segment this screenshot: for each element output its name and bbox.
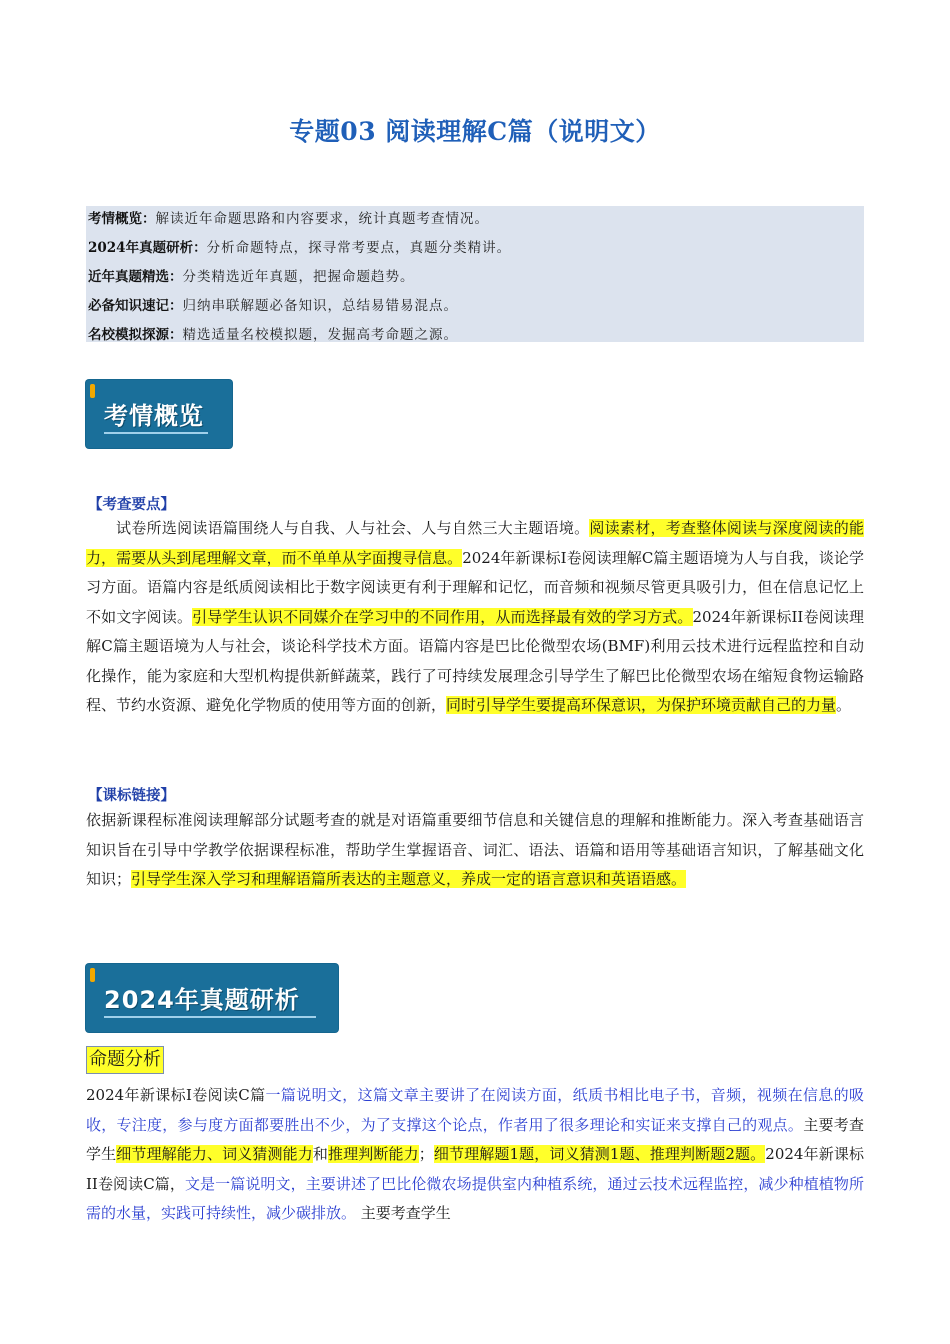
highlight: 细节理解题1题，词义猜测1题、推理判断题2题。: [433, 1145, 766, 1163]
analysis-paragraph: [86, 1081, 864, 1229]
overview-value: 解读近年命题思路和内容要求，统计真题考查情况。: [155, 211, 489, 227]
text: 2024年新课标I卷阅读理解C篇主题语境为人与自我，谈论学习方面。语篇内容是纸质阅读相比于数字阅读更有利于理解和记忆，而音频和视频尽管更具吸引力，但在信息记忆上不如文字阅读。: [86, 548, 864, 626]
highlight: 推理判断能力: [327, 1145, 419, 1163]
overview-value: 分类精选近年真题，把握命题趋势。: [182, 269, 415, 285]
banner-label: 考情概览: [104, 402, 204, 430]
highlight: 细节理解能力、词义猜测能力: [116, 1145, 313, 1163]
text: 依据新课程标准阅读理解部分试题考查的就是对语篇重要细节信息和关键信息的理解和推断能力。深入考查基础语言知识旨在引导中学教学依据课程标准，帮助学生掌握语音、词汇、语法、语篇和语用等基础语言知识，了解基础文化知识；: [86, 811, 864, 888]
overview-key: 必备知识速记：: [88, 298, 183, 314]
overview-box: [86, 206, 864, 342]
highlight: 同时引导学生要提高环保意识，为保护环境贡献自己的力量: [446, 696, 837, 714]
overview-row: [88, 267, 864, 296]
page-title: 专题03 阅读理解C篇（说明文）: [289, 117, 661, 146]
section-heading-curriculum: 【课标链接】: [88, 787, 175, 804]
highlight: 引导学生认识不同媒介在学习中的不同作用，从而选择最有效的学习方式。: [192, 607, 693, 626]
highlight: 阅读素材，考查整体阅读与深度阅读的能力，需要从头到尾理解文章，而不单单从字面搜寻信息。: [86, 519, 864, 567]
overview-key: 考情概览：: [88, 211, 156, 227]
banner-tick-icon: [90, 968, 95, 982]
text: ；: [418, 1145, 434, 1163]
banner-underline: [104, 432, 208, 434]
blue-text: 一篇说明文，这篇文章主要讲了在阅读方面，纸质书相比电子书，音频，视频在信息的吸收，专注度，参与度方面都要胜出不少，为了支撑这个论点，作者用了很多理论和实证来支撑自己的观点。: [86, 1086, 865, 1134]
section-banner-2024-analysis: [86, 964, 338, 1032]
blue-text: 文是一篇说明文，主要讲述了巴比伦微农场提供室内种植系统，通过云技术远程监控，减少种植植物所需的水量，实践可持续性，减少碳排放。: [86, 1174, 864, 1222]
text: 。: [836, 696, 852, 714]
text: 主要考查学生: [86, 1115, 864, 1163]
text: 2024年新课标I卷阅读C篇: [86, 1086, 266, 1104]
key-points-paragraph: [86, 514, 864, 721]
overview-value: 精选适量名校模拟题，发掘高考命题之源。: [182, 327, 458, 343]
overview-key: 名校模拟探源：: [88, 327, 183, 343]
overview-row: [88, 206, 864, 238]
overview-row: [88, 296, 864, 325]
banner-label: 2024年真题研析: [104, 986, 300, 1014]
section-heading-key-points: 【考查要点】: [88, 496, 175, 513]
overview-row: [88, 238, 864, 267]
overview-key: 近年真题精选：: [88, 269, 183, 285]
text: 试卷所选阅读语篇围绕人与自我、人与社会、人与自然三大主题语境。: [116, 519, 590, 537]
text: 主要考查学生: [356, 1204, 451, 1222]
overview-value: 分析命题特点，探寻常考要点，真题分类精讲。: [206, 240, 512, 256]
banner-tick-icon: [90, 384, 95, 398]
section-banner-overview: [86, 380, 232, 448]
subheading-proposition-analysis: 命题分析: [86, 1046, 164, 1074]
text: 和: [312, 1145, 328, 1163]
banner-underline: [104, 1016, 316, 1018]
curriculum-paragraph: [86, 806, 864, 895]
highlight: 引导学生深入学习和理解语篇所表达的主题意义，养成一定的语言意识和英语语感。: [131, 870, 687, 888]
overview-key: 2024年真题研析：: [88, 240, 207, 256]
overview-value: 归纳串联解题必备知识，总结易错易混点。: [182, 298, 458, 314]
text: 2024年新课标II卷阅读C篇，: [86, 1145, 864, 1193]
overview-row: [88, 325, 864, 354]
text: 2024年新课标II卷阅读理解C篇主题语境为人与社会，谈论科学技术方面。语篇内容是巴比伦微型农场(BMF)利用云技术进行远程监控和自动化操作，能为家庭和大型机构提供新鲜蔬菜，践行了可持续发展理念引导学生了解巴比伦微型农场在缩短食物运输路程、节约水资源、避免化学物质的使用等方面的创新，: [86, 607, 864, 714]
